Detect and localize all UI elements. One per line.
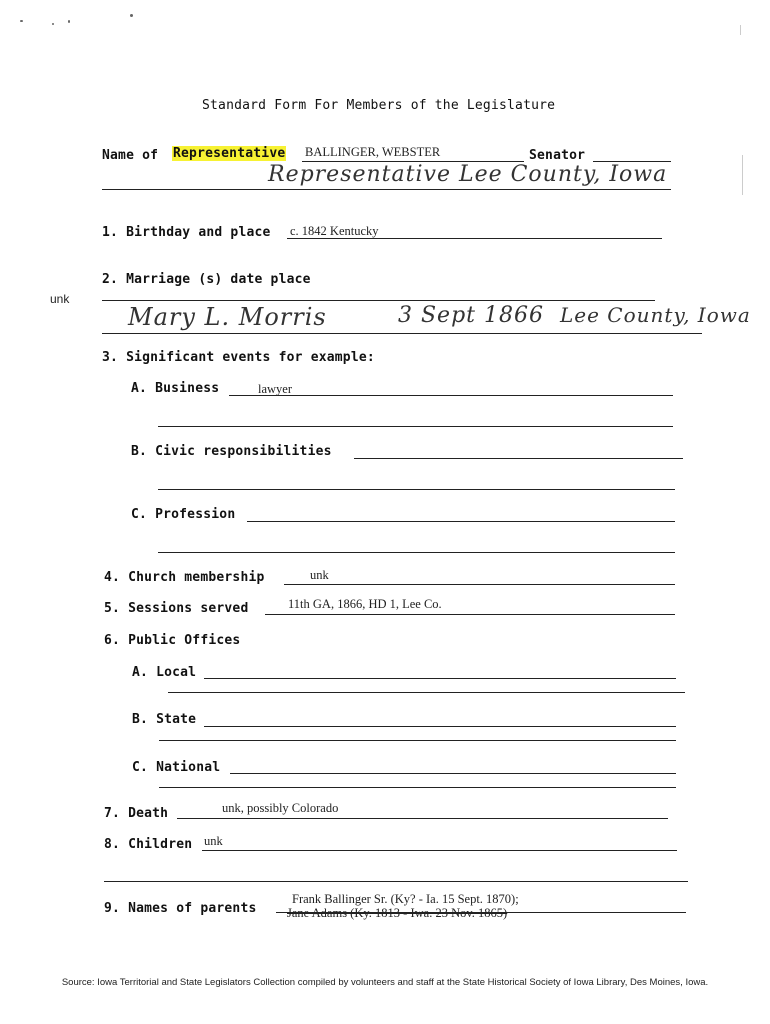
q3a-underline-2 [158,426,673,427]
source-footer: Source: Iowa Territorial and State Legislators Collection compiled by volunteers and staff at the State Historical Society of Iowa Library, Des Moines, Iowa. [61,977,709,988]
q8-children-value: unk [204,834,223,848]
q1-birthday-value: c. 1842 Kentucky [290,224,379,238]
form-title: Standard Form For Members of the Legislature [202,98,556,113]
name-of-label: Name of [102,148,159,163]
scan-speck [20,20,23,22]
q4-underline [284,584,675,585]
q6-public-offices-label: 6. Public Offices [104,633,241,648]
q1-underline [287,238,662,239]
q9-parents-value-1: Frank Ballinger Sr. (Ky? - Ia. 15 Sept. 1870); [292,892,519,906]
q2-underline-1 [102,300,655,301]
q2-underline-2 [102,333,702,334]
q6c-underline-2 [159,787,676,788]
q3c-profession-label: C. Profession [131,507,236,522]
q2-handwritten-place: Lee County, Iowa [560,303,751,327]
q6c-underline-1 [230,773,676,774]
scan-speck [68,20,70,23]
q7-death-label: 7. Death [104,806,169,821]
q2-handwritten-spouse: Mary L. Morris [128,303,327,331]
scan-edge-mark [742,155,743,195]
representative-label: Representative [173,146,286,161]
scan-speck [52,23,54,25]
q5-underline [265,614,675,615]
q9-parents-value-2: Jane Adams (Ky. 1813 - Iwa. 23 Nov. 1865) [287,906,508,920]
q4-church-value: unk [310,568,329,582]
q3-significant-events-label: 3. Significant events for example: [102,350,375,365]
q3a-business-value: lawyer [258,382,293,396]
q9-underline [276,912,686,913]
senator-label: Senator [529,148,586,163]
q3b-underline-2 [158,489,675,490]
scan-speck [130,14,133,17]
q6b-underline-2 [159,740,676,741]
q2-side-note: unk [50,292,70,306]
q7-death-value: unk, possibly Colorado [222,801,339,815]
q6b-underline-1 [204,726,676,727]
q3b-underline-1 [354,458,683,459]
district-underline [102,189,671,190]
q5-sessions-label: 5. Sessions served [104,601,249,616]
q8-underline-1 [202,850,677,851]
q6a-underline-2 [168,692,685,693]
q2-marriage-label: 2. Marriage (s) date place [102,272,311,287]
q6a-underline-1 [204,678,676,679]
q1-birthday-label: 1. Birthday and place [102,225,271,240]
name-value: BALLINGER, WEBSTER [305,145,441,159]
q4-church-label: 4. Church membership [104,570,265,585]
q3a-business-label: A. Business [131,381,220,396]
q6a-local-label: A. Local [132,665,197,680]
q3c-underline-2 [158,552,675,553]
q8-underline-2 [104,881,688,882]
q9-parents-label: 9. Names of parents [104,901,257,916]
q6c-national-label: C. National [132,760,221,775]
q3c-underline-1 [247,521,675,522]
q6b-state-label: B. State [132,712,197,727]
scan-edge-mark [740,25,741,35]
q3a-underline-1 [229,395,673,396]
q7-underline [177,818,668,819]
q2-handwritten-date: 3 Sept 1866 [398,303,544,328]
q5-sessions-value: 11th GA, 1866, HD 1, Lee Co. [288,597,442,611]
q3b-civic-label: B. Civic responsibilities [131,444,332,459]
q8-children-label: 8. Children [104,837,193,852]
handwritten-district: Representative Lee County, Iowa [268,162,668,187]
